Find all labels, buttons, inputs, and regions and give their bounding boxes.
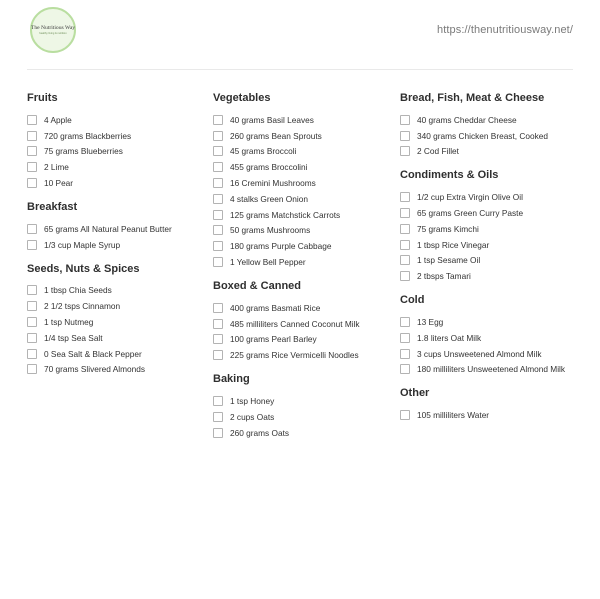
- item-label: 400 grams Basmati Rice: [230, 302, 321, 313]
- section-title: Breakfast: [27, 200, 78, 213]
- item-checkbox[interactable]: [27, 333, 37, 343]
- section-title: Baking: [213, 373, 250, 386]
- item-label: 100 grams Pearl Barley: [230, 334, 317, 345]
- section-title: Seeds, Nuts & Spices: [27, 262, 140, 275]
- grocery-item[interactable]: [27, 362, 209, 378]
- section-vegetables: [213, 91, 395, 270]
- item-label: 260 grams Oats: [230, 427, 290, 438]
- section-title: Boxed & Canned: [213, 279, 302, 292]
- item-label: 2 1/2 tsps Cinnamon: [44, 301, 121, 312]
- item-label: 1/4 tsp Sea Salt: [44, 332, 103, 343]
- grocery-item[interactable]: [213, 207, 395, 223]
- item-checkbox[interactable]: [213, 194, 223, 204]
- item-label: 1.8 liters Oat Milk: [417, 332, 482, 343]
- item-label: 65 grams Green Curry Paste: [417, 208, 524, 219]
- grocery-item[interactable]: [27, 175, 209, 191]
- item-label: 225 grams Rice Vermicelli Noodles: [230, 350, 359, 361]
- item-checkbox[interactable]: [400, 208, 410, 218]
- section-title: Vegetables: [213, 92, 271, 104]
- grocery-item[interactable]: [400, 346, 590, 362]
- item-label: 2 Lime: [44, 162, 69, 173]
- column-2: [213, 91, 395, 450]
- grocery-item[interactable]: [27, 237, 209, 253]
- section-bread-fish-meat-and-cheese: [400, 91, 590, 159]
- item-checkbox[interactable]: [400, 349, 410, 359]
- item-checkbox[interactable]: [27, 146, 37, 156]
- item-label: 180 grams Purple Cabbage: [230, 241, 332, 252]
- item-checkbox[interactable]: [213, 334, 223, 344]
- item-checkbox[interactable]: [213, 146, 223, 156]
- item-checkbox[interactable]: [27, 224, 37, 234]
- grocery-item[interactable]: [213, 175, 395, 191]
- item-checkbox[interactable]: [213, 350, 223, 360]
- item-checkbox[interactable]: [27, 285, 37, 295]
- item-label: 1 tsp Sesame Oil: [417, 255, 481, 266]
- grocery-item[interactable]: [400, 253, 590, 269]
- item-label: 75 grams Kimchi: [417, 223, 479, 234]
- section-baking: [213, 372, 395, 440]
- grocery-item[interactable]: [400, 205, 590, 221]
- item-label: 1/2 cup Extra Virgin Olive Oil: [417, 192, 523, 203]
- grocery-item[interactable]: [400, 330, 590, 346]
- item-checkbox[interactable]: [27, 301, 37, 311]
- grocery-item[interactable]: [213, 347, 395, 363]
- section-breakfast: [27, 200, 209, 253]
- grocery-item[interactable]: [27, 221, 209, 237]
- item-checkbox[interactable]: [400, 192, 410, 202]
- item-checkbox[interactable]: [27, 317, 37, 327]
- item-checkbox[interactable]: [213, 178, 223, 188]
- item-checkbox[interactable]: [27, 364, 37, 374]
- item-checkbox[interactable]: [400, 115, 410, 125]
- site-url[interactable]: https://thenutritiousway.net/: [437, 24, 573, 36]
- grocery-item[interactable]: [27, 283, 209, 299]
- item-label: 40 grams Basil Leaves: [230, 114, 314, 125]
- item-checkbox[interactable]: [213, 162, 223, 172]
- grocery-item[interactable]: [213, 316, 395, 332]
- item-label: 260 grams Bean Sprouts: [230, 130, 322, 141]
- item-checkbox[interactable]: [27, 131, 37, 141]
- item-checkbox[interactable]: [400, 146, 410, 156]
- item-label: 1 tsp Honey: [230, 396, 275, 407]
- item-checkbox[interactable]: [27, 162, 37, 172]
- item-label: 455 grams Broccolini: [230, 162, 308, 173]
- grocery-item[interactable]: [400, 221, 590, 237]
- grocery-item[interactable]: [213, 425, 395, 441]
- header-divider: [27, 69, 573, 70]
- item-checkbox[interactable]: [400, 240, 410, 250]
- item-label: 1 tsp Nutmeg: [44, 317, 94, 328]
- grocery-item[interactable]: [213, 332, 395, 348]
- item-label: 105 milliliters Water: [417, 410, 490, 421]
- item-checkbox[interactable]: [400, 333, 410, 343]
- item-label: 50 grams Mushrooms: [230, 225, 311, 236]
- item-label: 125 grams Matchstick Carrots: [230, 209, 341, 220]
- item-checkbox[interactable]: [27, 178, 37, 188]
- section-title: Condiments & Oils: [400, 169, 499, 182]
- grocery-item[interactable]: [400, 268, 590, 284]
- column-1: [27, 91, 209, 386]
- section-other: [400, 386, 590, 423]
- grocery-item[interactable]: [213, 409, 395, 425]
- grocery-item[interactable]: [400, 189, 590, 205]
- item-checkbox[interactable]: [213, 303, 223, 313]
- grocery-item[interactable]: [400, 144, 590, 160]
- item-checkbox[interactable]: [213, 412, 223, 422]
- item-checkbox[interactable]: [213, 428, 223, 438]
- grocery-item[interactable]: [400, 112, 590, 128]
- item-checkbox[interactable]: [27, 349, 37, 359]
- logo-subtitle: healthy living & nutrition: [39, 32, 67, 35]
- column-3: [400, 91, 590, 432]
- item-checkbox[interactable]: [400, 271, 410, 281]
- item-label: 2 tbsps Tamari: [417, 271, 471, 282]
- grocery-item[interactable]: [400, 128, 590, 144]
- item-label: 10 Pear: [44, 178, 74, 189]
- section-boxed-and-canned: [213, 279, 395, 363]
- section-condiments-and-oils: [400, 168, 590, 284]
- grocery-item[interactable]: [27, 314, 209, 330]
- grocery-item[interactable]: [400, 407, 590, 423]
- grocery-item[interactable]: [27, 128, 209, 144]
- section-title: Bread, Fish, Meat & Cheese: [400, 92, 545, 104]
- item-checkbox[interactable]: [213, 115, 223, 125]
- grocery-item[interactable]: [213, 112, 395, 128]
- item-checkbox[interactable]: [213, 241, 223, 251]
- section-seeds-nuts-and-spices: [27, 262, 209, 378]
- section-title: Cold: [400, 294, 425, 307]
- item-label: 2 Cod Fillet: [417, 146, 459, 157]
- item-label: 1 Yellow Bell Pepper: [230, 257, 306, 268]
- item-checkbox[interactable]: [400, 317, 410, 327]
- grocery-item[interactable]: [400, 237, 590, 253]
- item-label: 4 Apple: [44, 114, 72, 125]
- item-label: 45 grams Broccoli: [230, 146, 297, 157]
- grocery-item[interactable]: [400, 362, 590, 378]
- section-fruits: [27, 91, 209, 191]
- item-label: 4 stalks Green Onion: [230, 193, 308, 204]
- section-title: Fruits: [27, 92, 58, 104]
- item-label: 340 grams Chicken Breast, Cooked: [417, 130, 548, 141]
- section-title: Other: [400, 387, 430, 400]
- grocery-item[interactable]: [213, 238, 395, 254]
- grocery-item[interactable]: [213, 191, 395, 207]
- item-label: 2 cups Oats: [230, 411, 275, 422]
- item-checkbox[interactable]: [213, 210, 223, 220]
- item-checkbox[interactable]: [27, 115, 37, 125]
- item-label: 720 grams Blackberries: [44, 130, 132, 141]
- item-checkbox[interactable]: [27, 240, 37, 250]
- item-label: 40 grams Cheddar Cheese: [417, 114, 517, 125]
- grocery-item[interactable]: [213, 159, 395, 175]
- item-label: 75 grams Blueberries: [44, 146, 123, 157]
- item-checkbox[interactable]: [213, 319, 223, 329]
- item-label: 0 Sea Salt & Black Pepper: [44, 348, 142, 359]
- item-label: 485 milliliters Canned Coconut Milk: [230, 318, 360, 329]
- grocery-item[interactable]: [27, 159, 209, 175]
- grocery-item[interactable]: [213, 223, 395, 239]
- item-label: 70 grams Slivered Almonds: [44, 364, 145, 375]
- grocery-item[interactable]: [213, 254, 395, 270]
- item-checkbox[interactable]: [213, 225, 223, 235]
- section-cold: [400, 293, 590, 377]
- item-label: 1/3 cup Maple Syrup: [44, 239, 121, 250]
- item-label: 65 grams All Natural Peanut Butter: [44, 223, 172, 234]
- item-checkbox[interactable]: [400, 410, 410, 420]
- item-label: 180 milliliters Unsweetened Almond Milk: [417, 364, 566, 375]
- item-checkbox[interactable]: [213, 396, 223, 406]
- item-label: 3 cups Unsweetened Almond Milk: [417, 348, 542, 359]
- item-label: 16 Cremini Mushrooms: [230, 178, 316, 189]
- grocery-item[interactable]: [213, 393, 395, 409]
- logo-title: The Nutritious Way: [30, 25, 76, 31]
- grocery-item[interactable]: [27, 330, 209, 346]
- item-checkbox[interactable]: [400, 364, 410, 374]
- grocery-item[interactable]: [27, 298, 209, 314]
- item-checkbox[interactable]: [213, 257, 223, 267]
- grocery-item[interactable]: [213, 128, 395, 144]
- grocery-item[interactable]: [27, 112, 209, 128]
- item-checkbox[interactable]: [400, 255, 410, 265]
- grocery-item[interactable]: [213, 300, 395, 316]
- item-checkbox[interactable]: [400, 131, 410, 141]
- item-label: 1 tbsp Chia Seeds: [44, 285, 112, 296]
- grocery-item[interactable]: [27, 346, 209, 362]
- site-logo[interactable]: [30, 7, 76, 53]
- grocery-item[interactable]: [213, 144, 395, 160]
- item-checkbox[interactable]: [213, 131, 223, 141]
- grocery-item[interactable]: [27, 144, 209, 160]
- grocery-item[interactable]: [400, 314, 590, 330]
- item-checkbox[interactable]: [400, 224, 410, 234]
- item-label: 13 Egg: [417, 317, 444, 328]
- item-label: 1 tbsp Rice Vinegar: [417, 239, 490, 250]
